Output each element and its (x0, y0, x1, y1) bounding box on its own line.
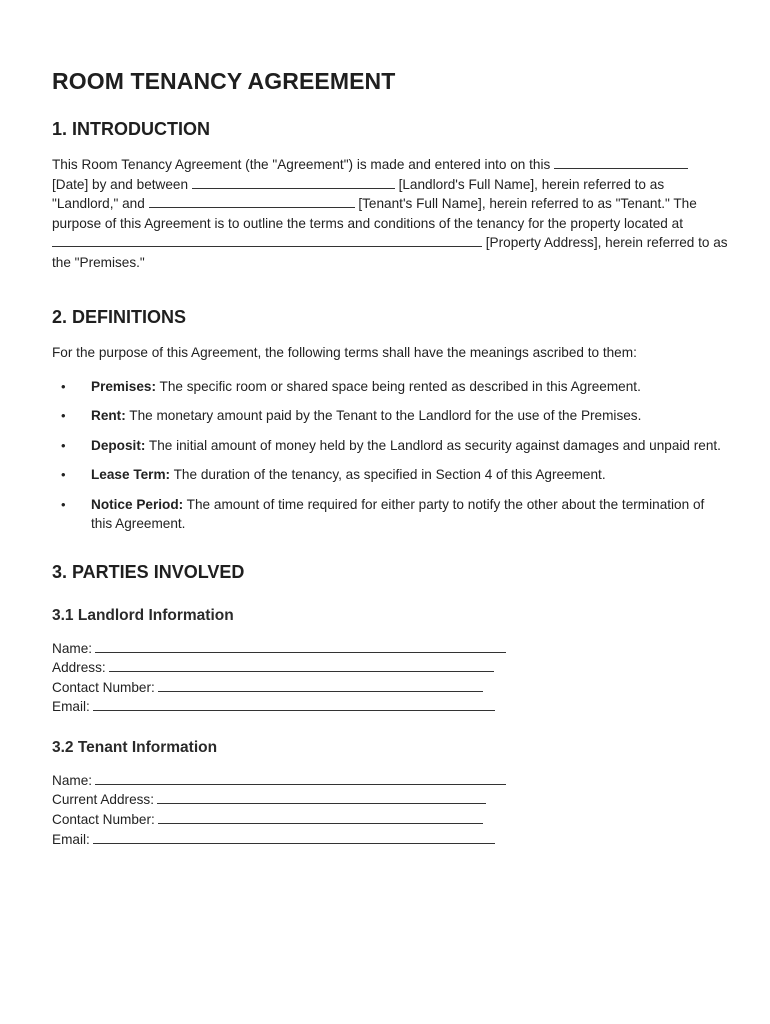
list-item (52, 436, 728, 456)
definition-text: The initial amount of money held by the Landlord as security against damages and unpaid rent. (145, 437, 721, 453)
field-label: Address: (52, 660, 106, 676)
intro-text-4: [Tenant's Full Name], herein referred to as "Tenant." The purpose of this Agreement is to outline the terms and conditions of the tenancy for the property located at (52, 196, 697, 231)
field-label: Contact Number: (52, 679, 155, 695)
field-label: Email: (52, 831, 90, 847)
bullet-icon: • (61, 467, 66, 482)
document-page (52, 68, 728, 874)
bullet-icon: • (61, 408, 66, 423)
definitions-list (52, 377, 728, 534)
document-title: ROOM TENANCY AGREEMENT (52, 68, 396, 94)
landlord-contact-input[interactable] (158, 678, 483, 692)
definitions-section (52, 307, 728, 534)
landlord-name-blank[interactable] (192, 175, 395, 189)
tenant-name-input[interactable] (95, 771, 506, 785)
list-item (52, 465, 728, 485)
parties-section (52, 562, 728, 850)
tenant-address-input[interactable] (157, 790, 486, 804)
field-label: Contact Number: (52, 812, 155, 828)
bullet-icon: • (61, 437, 66, 453)
list-item (52, 406, 728, 426)
landlord-info-heading: 3.1 Landlord Information (52, 606, 234, 624)
property-address-blank[interactable] (52, 233, 482, 247)
landlord-info (52, 607, 728, 717)
definitions-intro: For the purpose of this Agreement, the following terms shall have the meanings ascribed to them: (52, 345, 637, 360)
date-blank[interactable] (554, 155, 688, 169)
definition-term: Notice Period: (91, 496, 184, 512)
tenant-address-field (52, 790, 728, 810)
field-label: Name: (52, 640, 93, 656)
landlord-name-field (52, 639, 728, 659)
landlord-name-input[interactable] (95, 639, 506, 653)
introduction-heading: 1. INTRODUCTION (52, 119, 211, 139)
tenant-contact-input[interactable] (158, 810, 483, 824)
definitions-heading: 2. DEFINITIONS (52, 307, 187, 327)
field-label: Name: (52, 772, 93, 788)
landlord-contact-field (52, 678, 728, 698)
definition-term: Lease Term: (91, 467, 171, 482)
definition-text: The specific room or shared space being rented as described in this Agreement. (156, 378, 641, 394)
list-item (52, 377, 728, 397)
field-label: Current Address: (52, 792, 154, 808)
landlord-address-input[interactable] (109, 658, 494, 672)
intro-text-5: [Property Address], herein referred to as the "Premises." (52, 235, 728, 270)
landlord-email-input[interactable] (93, 697, 495, 711)
introduction-section (52, 119, 728, 272)
definition-term: Rent: (91, 408, 126, 423)
intro-text-3: [Landlord's Full Name], herein referred to as "Landlord," and (52, 176, 665, 211)
landlord-email-field (52, 697, 728, 717)
intro-text-2: [Date] by and between (52, 176, 189, 192)
landlord-address-field (52, 658, 728, 678)
parties-heading: 3. PARTIES INVOLVED (52, 561, 245, 582)
definition-term: Premises: (91, 378, 156, 394)
tenant-name-field (52, 771, 728, 791)
tenant-info (52, 739, 728, 849)
introduction-paragraph (52, 155, 728, 272)
tenant-contact-field (52, 810, 728, 830)
definition-text: The amount of time required for either party to notify the other about the termination of this Agreement. (91, 496, 705, 531)
intro-text-1: This Room Tenancy Agreement (the "Agreement") is made and entered into on this (52, 157, 551, 172)
tenant-info-heading: 3.2 Tenant Information (52, 738, 218, 756)
tenant-email-input[interactable] (93, 830, 495, 844)
list-item (52, 495, 728, 534)
definition-text: The monetary amount paid by the Tenant to the Landlord for the use of the Premises. (125, 408, 642, 423)
definition-text: The duration of the tenancy, as specified in Section 4 of this Agreement. (170, 467, 606, 482)
tenant-name-blank[interactable] (149, 194, 355, 208)
tenant-email-field (52, 830, 728, 850)
bullet-icon: • (61, 378, 66, 394)
bullet-icon: • (61, 496, 66, 512)
definition-term: Deposit: (91, 437, 146, 453)
field-label: Email: (52, 699, 90, 715)
